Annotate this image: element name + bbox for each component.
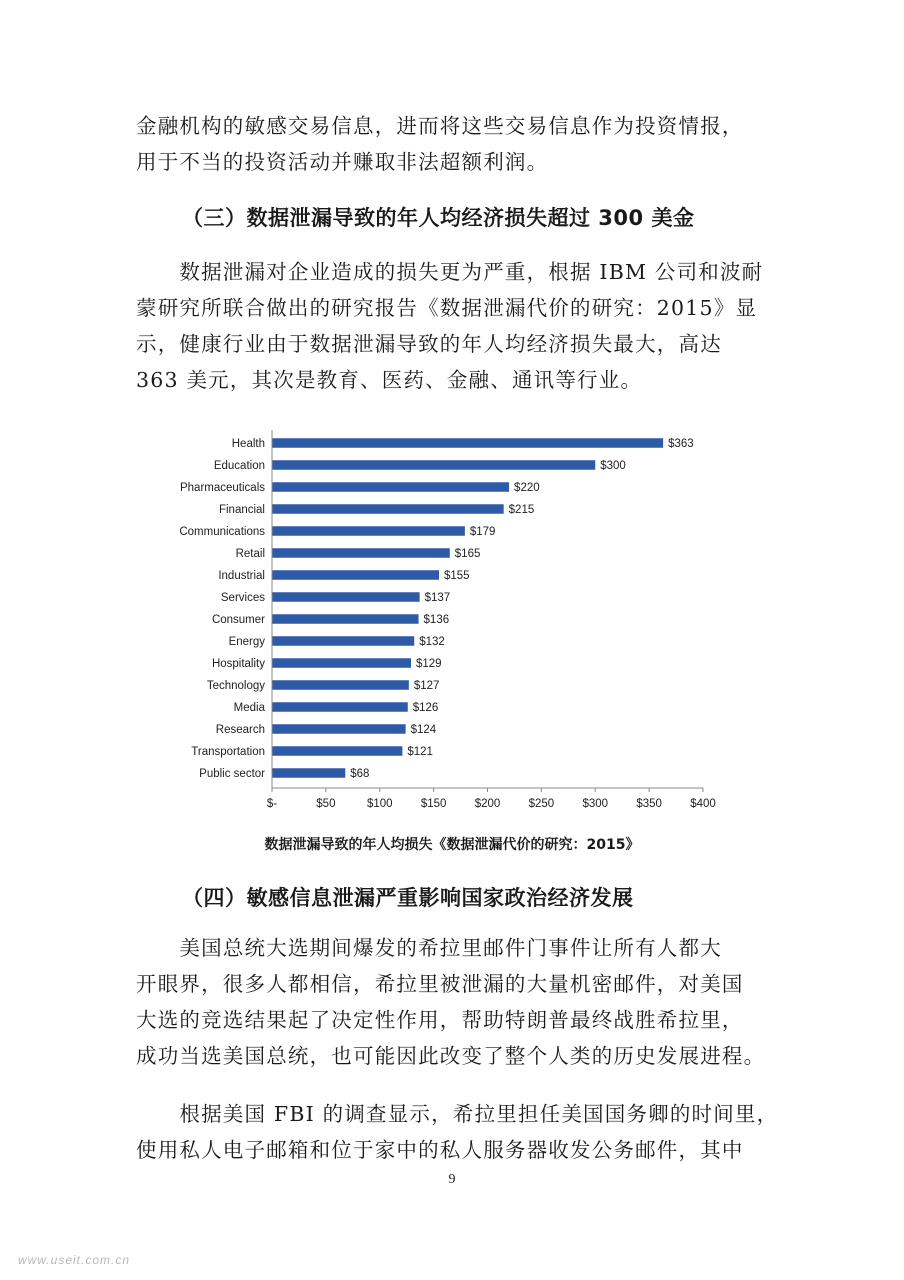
paragraph-line: 使用私人电子邮箱和位于家中的私人服务器收发公务邮件，其中 xyxy=(136,1138,744,1162)
bar-media xyxy=(272,702,408,712)
bar-research xyxy=(272,724,406,734)
category-label: Services xyxy=(220,592,265,604)
value-label: $220 xyxy=(514,482,540,494)
x-tick-label: $100 xyxy=(366,798,393,810)
x-tick-label: $250 xyxy=(528,798,555,810)
value-label: $137 xyxy=(424,592,451,604)
value-label: $136 xyxy=(423,614,450,626)
value-label: $215 xyxy=(508,504,535,516)
paragraph-fbi-investigation xyxy=(136,1096,779,1168)
loss-by-industry-bar-chart xyxy=(160,425,740,810)
category-label: Research xyxy=(215,724,265,736)
x-tick-label: $150 xyxy=(420,798,447,810)
bar-technology xyxy=(272,680,409,690)
bar-communications xyxy=(272,526,465,536)
paragraph-line: 蒙研究所联合做出的研究报告《数据泄漏代价的研究：2015》显 xyxy=(136,296,758,320)
chart-bars xyxy=(272,438,663,778)
paragraph-line: 成功当选美国总统，也可能因此改变了整个人类的历史发展进程。 xyxy=(136,1044,766,1068)
x-tick-label: $300 xyxy=(582,798,609,810)
value-label: $124 xyxy=(410,724,437,736)
value-label: $127 xyxy=(413,680,440,692)
value-label: $121 xyxy=(407,746,433,758)
value-label: $300 xyxy=(600,460,626,472)
bar-education xyxy=(272,460,595,470)
x-tick-label: $200 xyxy=(474,798,501,810)
x-tick-label: $350 xyxy=(636,798,662,810)
chart-caption: 数据泄漏导致的年人均损失《数据泄漏代价的研究：2015》 xyxy=(264,837,640,853)
category-label: Education xyxy=(213,460,265,472)
paragraph-line: 大选的竞选结果起了决定性作用，帮助特朗普最终战胜希拉里， xyxy=(136,1008,744,1032)
paragraph-line: 示，健康行业由于数据泄漏导致的年人均经济损失最大，高达 xyxy=(136,332,722,356)
x-tick-label: $400 xyxy=(690,798,716,810)
value-label: $132 xyxy=(419,636,445,648)
paragraph-data-leak-loss xyxy=(136,254,776,398)
bar-retail xyxy=(272,548,450,558)
paragraph-intro xyxy=(136,108,776,180)
chart-category-labels xyxy=(179,438,265,780)
category-label: Retail xyxy=(235,548,265,560)
category-label: Hospitality xyxy=(211,658,265,670)
paragraph-line: 金融机构的敏感交易信息，进而将这些交易信息作为投资情报， xyxy=(136,114,744,138)
bar-health xyxy=(272,438,663,448)
page-number: 9 xyxy=(448,1172,456,1187)
value-label: $129 xyxy=(415,658,442,670)
bar-transportation xyxy=(272,746,402,756)
section-heading-3: （三）数据泄漏导致的年人均经济损失超过 300 美金 xyxy=(182,206,695,230)
bar-pharmaceuticals xyxy=(272,482,509,492)
paragraph-line: 数据泄漏对企业造成的损失更为严重，根据 IBM 公司和波耐 xyxy=(136,260,764,284)
x-tick-label: $- xyxy=(266,798,278,810)
bar-financial xyxy=(272,504,504,514)
value-label: $68 xyxy=(350,768,370,780)
category-label: Industrial xyxy=(218,570,265,582)
value-label: $179 xyxy=(469,526,496,538)
x-tick-label: $50 xyxy=(316,798,336,810)
category-label: Financial xyxy=(218,504,265,516)
bar-industrial xyxy=(272,570,439,580)
site-watermark: www.useit.com.cn xyxy=(18,1253,131,1267)
bar-consumer xyxy=(272,614,419,624)
category-label: Media xyxy=(233,702,265,714)
category-label: Technology xyxy=(206,680,265,692)
value-label: $155 xyxy=(444,570,470,582)
paragraph-line: 用于不当的投资活动并赚取非法超额利润。 xyxy=(136,150,549,174)
category-label: Energy xyxy=(228,636,265,648)
value-label: $126 xyxy=(412,702,439,714)
value-label: $165 xyxy=(454,548,481,560)
category-label: Transportation xyxy=(191,746,265,758)
paragraph-line: 363 美元，其次是教育、医药、金融、通讯等行业。 xyxy=(136,368,643,392)
category-label: Consumer xyxy=(211,614,265,626)
bar-services xyxy=(272,592,420,602)
paragraph-hillary-email xyxy=(136,930,776,1074)
paragraph-line: 开眼界，很多人都相信，希拉里被泄漏的大量机密邮件，对美国 xyxy=(136,972,744,996)
paragraph-line: 美国总统大选期间爆发的希拉里邮件门事件让所有人都大 xyxy=(136,936,722,960)
value-label: $363 xyxy=(668,438,694,450)
bar-public-sector xyxy=(272,768,345,778)
bar-hospitality xyxy=(272,658,411,668)
paragraph-line: 根据美国 FBI 的调查显示，希拉里担任美国国务卿的时间里， xyxy=(136,1102,779,1126)
category-label: Pharmaceuticals xyxy=(179,482,265,494)
category-label: Communications xyxy=(179,526,265,538)
section-heading-4: （四）敏感信息泄漏严重影响国家政治经济发展 xyxy=(182,886,634,910)
category-label: Health xyxy=(231,438,265,450)
bar-energy xyxy=(272,636,414,646)
category-label: Public sector xyxy=(199,768,265,780)
